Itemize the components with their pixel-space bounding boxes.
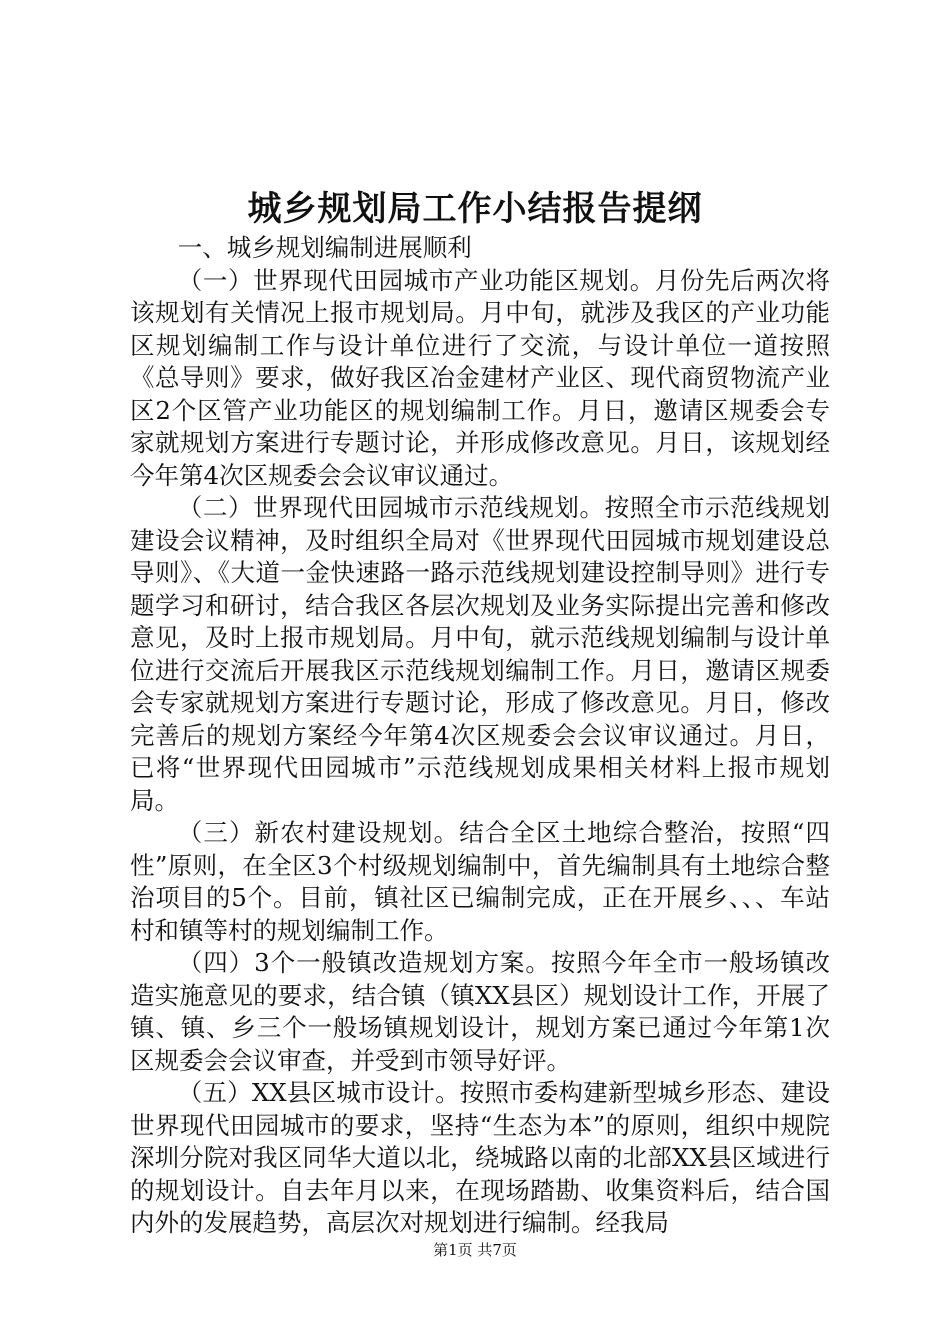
paragraph-4: （四）3个一般镇改造规划方案。按照今年全市一般场镇改造实施意见的要求，结合镇（镇XX县区）规划设计工作，开展了镇、镇、乡三个一般场镇规划设计，规划方案已通过今年第1次区规委会会议审查，并受到市领导好评。 (130, 948, 830, 1075)
paragraph-1: （一）世界现代田园城市产业功能区规划。月份先后两次将该规划有关情况上报市规划局。月中旬，就涉及我区的产业功能区规划编制工作与设计单位进行了交流，与设计单位一道按照《总导则》要求，做好我区冶金建材产业区、现代商贸物流产业区2个区管产业功能区的规划编制工作。月日，邀请区规委会专家就规划方案进行专题讨论，并形成修改意见。月日，该规划经今年第4次区规委会会议审议通过。 (130, 265, 830, 490)
page-footer: 第1页 共7页 (433, 1241, 517, 1259)
paragraph-3: （三）新农村建设规划。结合全区土地综合整治，按照“四性”原则，在全区3个村级规划编制中，首先编制具有土地综合整治项目的5个。目前，镇社区已编制完成，正在开展乡、、、车站村和镇等村的规划编制工作。 (130, 818, 830, 945)
document-title: 城乡规划局工作小结报告提纲 (247, 189, 703, 229)
paragraph-5: （五）XX县区城市设计。按照市委构建新型城乡形态、建设世界现代田园城市的要求，坚持“生态为本”的原则，组织中规院深圳分院对我区同华大道以北，绕城路以南的北部XX县区域进行的规划设计。自去年月以来，在现场踏勘、收集资料后，结合国内外的发展趋势，高层次对规划进行编制。经我局 (130, 1078, 830, 1237)
document-body (130, 232, 830, 1240)
paragraph-2: （二）世界现代田园城市示范线规划。按照全市示范线规划建设会议精神，及时组织全局对《世界现代田园城市规划建设总导则》、《大道一金快速路一路示范线规划建设控制导则》进行专题学习和研讨，结合我区各层次规划及业务实际提出完善和修改意见，及时上报市规划局。月中旬，就示范线规划编制与设计单位进行交流后开展我区示范线规划编制工作。月日，邀请区规委会专家就规划方案进行专题讨论，形成了修改意见。月日，修改完善后的规划方案经今年第4次区规委会会议审议通过。月日，已将“世界现代田园城市”示范线规划成果相关材料上报市规划局。 (130, 493, 830, 815)
section-heading: 一、城乡规划编制进展顺利 (177, 233, 472, 262)
